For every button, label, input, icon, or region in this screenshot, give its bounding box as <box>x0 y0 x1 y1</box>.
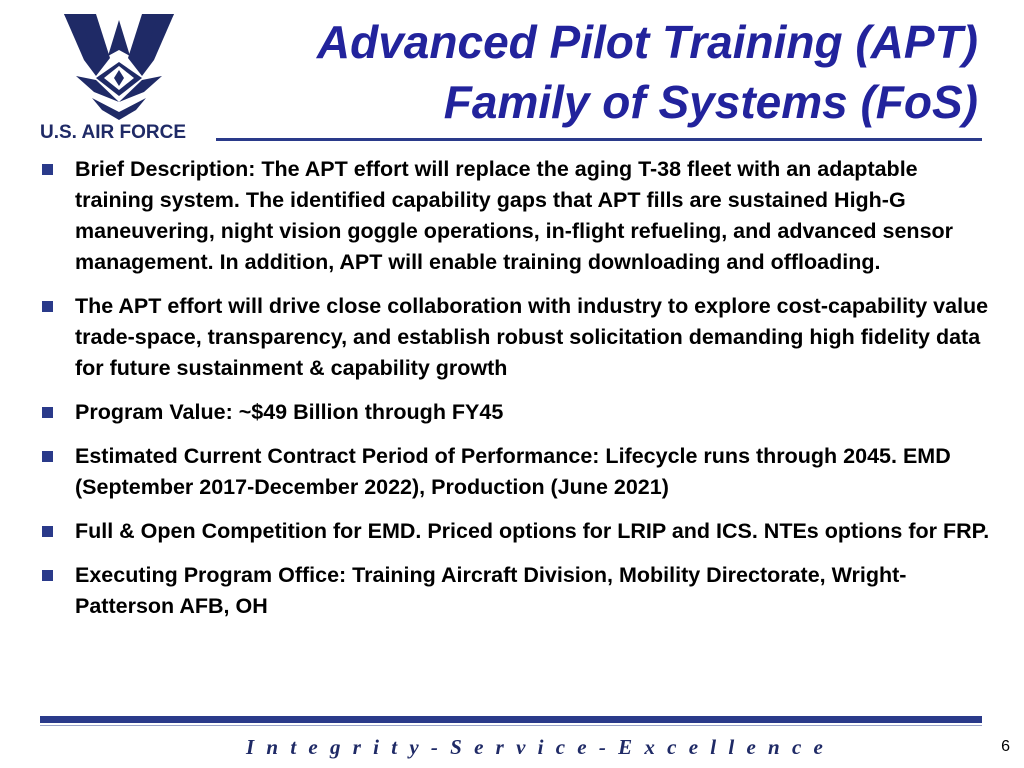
title-line-1: Advanced Pilot Training (APT) <box>316 16 978 68</box>
footer-divider <box>40 716 982 723</box>
footer-motto: I n t e g r i t y - S e r v i c e - E x c e l l e n c e <box>246 735 827 759</box>
bullet-text: The APT effort will drive close collaboration with industry to explore cost-capability value trade-space, transparency, and establish robust solicitation demanding high fidelity data for future sustainment & capability growth <box>75 294 989 380</box>
air-force-logo <box>36 6 202 143</box>
bullet-brief-description <box>40 154 1000 278</box>
bullet-program-value <box>40 397 1000 428</box>
air-force-symbol-icon <box>36 6 202 122</box>
square-bullet-icon <box>42 407 53 418</box>
bullet-list <box>40 154 1000 635</box>
bullet-period-of-performance <box>40 441 1000 503</box>
square-bullet-icon <box>42 526 53 537</box>
square-bullet-icon <box>42 570 53 581</box>
bullet-text: Program Value: ~$49 Billion through FY45 <box>75 400 504 424</box>
bullet-text: Full & Open Competition for EMD. Priced options for LRIP and ICS. NTEs options for FRP. <box>75 519 990 543</box>
footer-divider-thin <box>40 725 982 726</box>
bullet-text: Executing Program Office: Training Aircraft Division, Mobility Directorate, Wright-Patterson AFB, OH <box>75 563 907 618</box>
title-line-2: Family of Systems (FoS) <box>443 76 978 128</box>
logo-wordmark: U.S. AIR FORCE <box>40 122 187 143</box>
bullet-program-office <box>40 560 1000 622</box>
title-divider <box>216 138 982 141</box>
bullet-industry-collaboration <box>40 291 1000 384</box>
bullet-competition <box>40 516 1000 547</box>
bullet-text: Estimated Current Contract Period of Performance: Lifecycle runs through 2045. EMD (September 2017-December 2022), Production (June 2021) <box>75 444 951 499</box>
square-bullet-icon <box>42 164 53 175</box>
square-bullet-icon <box>42 301 53 312</box>
square-bullet-icon <box>42 451 53 462</box>
slide-title <box>317 12 978 132</box>
bullet-text: Brief Description: The APT effort will replace the aging T-38 fleet with an adaptable training system. The identified capability gaps that APT fills are sustained High-G maneuvering, night vision goggle operations, in-flight refueling, and advanced sensor management. In addition, APT will enable training downloading and offloading. <box>75 157 954 274</box>
page-number: 6 <box>1001 738 1010 755</box>
